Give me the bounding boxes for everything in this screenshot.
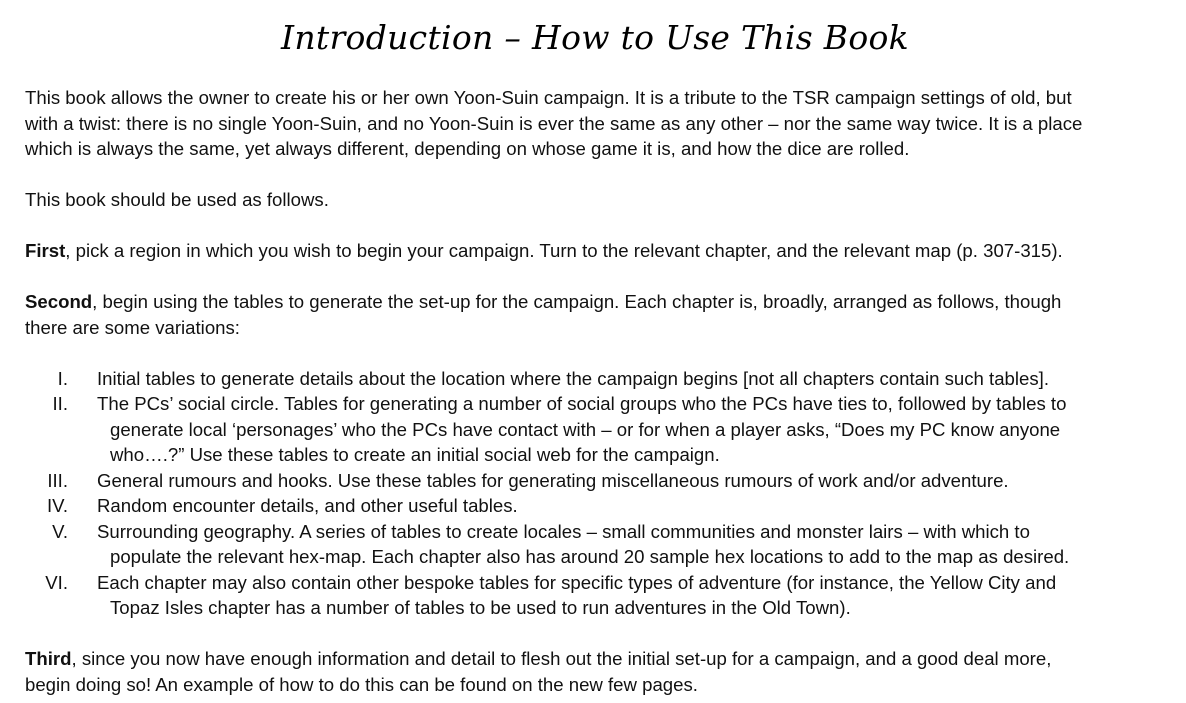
list-item-text: Random encounter details, and other useful tables. [97, 495, 518, 516]
page-title: Introduction – How to Use This Book [281, 18, 909, 57]
list-item [25, 391, 1165, 468]
chapter-arrangement-list [25, 366, 1165, 621]
list-item [25, 493, 1165, 519]
intro-line: which is always the same, yet always different, depending on whose game it is, and how the dice are rolled. [25, 138, 910, 159]
list-item-text: populate the relevant hex-map. Each chapter also has around 20 sample hex locations to add to the map as desired. [110, 546, 1070, 567]
list-item-text: generate local ‘personages’ who the PCs have contact with – or for when a player asks, “Does my PC know anyone [110, 418, 1061, 440]
list-item [25, 366, 1165, 392]
intro-paragraph [25, 85, 1165, 162]
document-page [25, 0, 1165, 697]
usage-paragraph: This book should be used as follows. [25, 189, 329, 210]
list-numeral: II. [52, 393, 68, 414]
list-numeral: V. [52, 520, 68, 542]
list-numeral: IV. [46, 495, 68, 516]
list-item-text: Surrounding geography. A series of tables to create locales – small communities and monster lairs – with which to [97, 520, 1030, 542]
second-step-text: , begin using the tables to generate the set-up for the campaign. Each chapter is, broadly, arranged as follows, though [92, 291, 1062, 312]
third-step-paragraph [25, 646, 1165, 697]
first-step-label: First [25, 240, 66, 261]
intro-line: This book allows the owner to create his or her own Yoon-Suin campaign. It is a tribute to the TSR campaign settings of old, but [25, 87, 1072, 108]
second-step-text-continued: there are some variations: [25, 316, 240, 338]
third-step-text-continued: begin doing so! An example of how to do this can be found on the new few pages. [25, 673, 698, 695]
list-item [25, 519, 1165, 570]
list-numeral: VI. [45, 571, 68, 593]
list-item-text: Initial tables to generate details about the location where the campaign begins [not all chapters contain such tables]. [97, 367, 1049, 389]
list-item-text: Each chapter may also contain other bespoke tables for specific types of adventure (for instance, the Yellow City and [97, 571, 1057, 593]
second-step-paragraph [25, 289, 1165, 340]
third-step-text: , since you now have enough information and detail to flesh out the initial set-up for a campaign, and a good deal more, [71, 648, 1052, 669]
first-step-paragraph [25, 238, 1165, 264]
list-item [25, 570, 1165, 621]
first-step-text: , pick a region in which you wish to begin your campaign. Turn to the relevant chapter, and the relevant map (p. 307-315). [65, 240, 1063, 261]
list-numeral: I. [57, 367, 68, 389]
list-item [25, 468, 1165, 494]
third-step-label: Third [25, 648, 72, 669]
list-item-text: who….?” Use these tables to create an initial social web for the campaign. [110, 444, 720, 465]
list-item-text: General rumours and hooks. Use these tables for generating miscellaneous rumours of work and/or adventure. [97, 469, 1009, 491]
intro-line: with a twist: there is no single Yoon-Suin, and no Yoon-Suin is ever the same as any other – nor the same way twice. It is a place [25, 112, 1083, 134]
list-item-text: Topaz Isles chapter has a number of tables to be used to run adventures in the Old Town). [110, 597, 851, 618]
list-numeral: III. [47, 469, 68, 491]
second-step-label: Second [25, 291, 93, 312]
list-item-text: The PCs’ social circle. Tables for generating a number of social groups who the PCs have ties to, followed by tables to [97, 393, 1067, 414]
